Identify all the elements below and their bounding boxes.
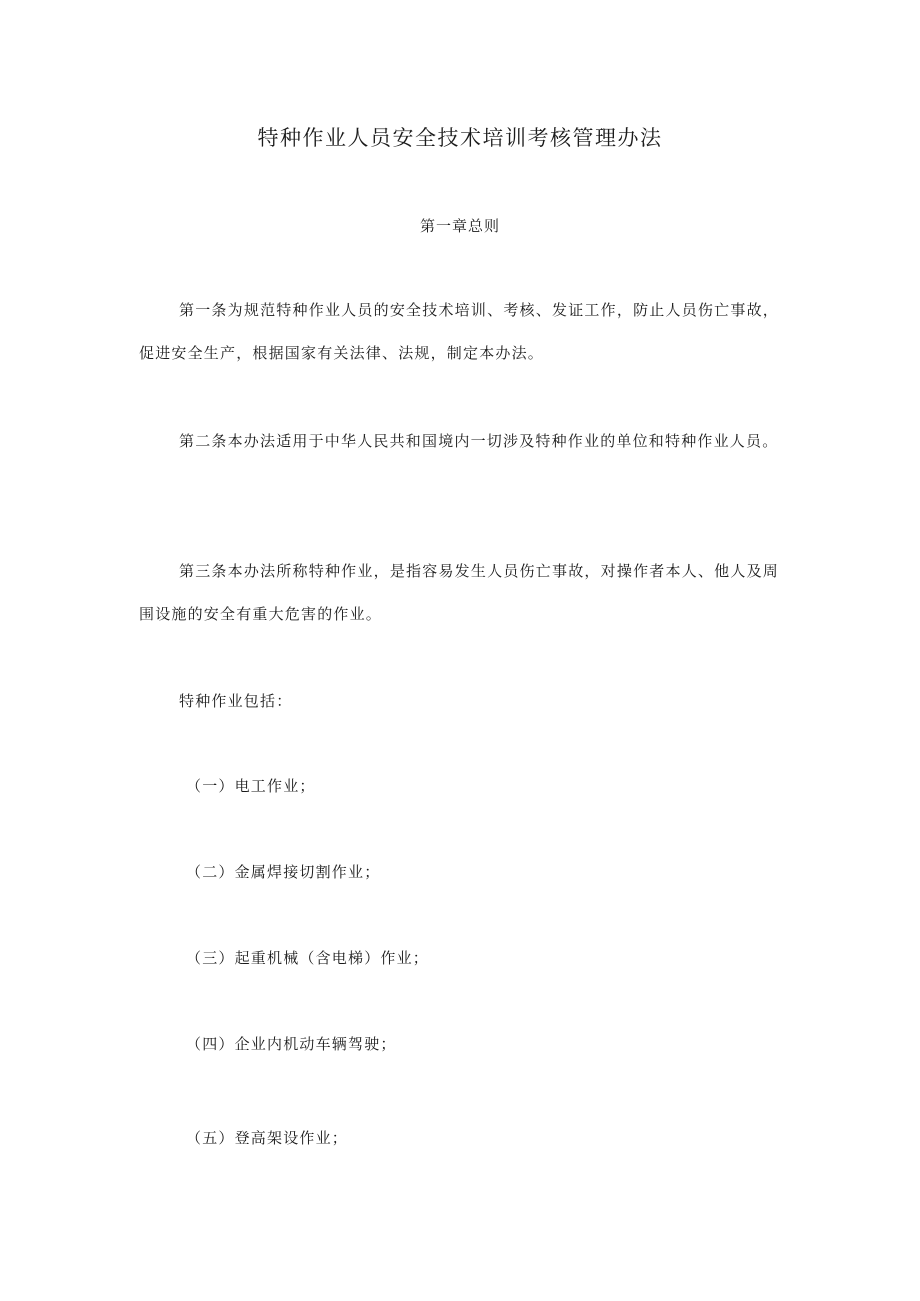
article-3-paragraph: 第三条本办法所称特种作业，是指容易发生人员伤亡事故，对操作者本人、他人及周围设施的安全有重大危害的作业。 <box>139 562 779 623</box>
list-item-lifting: （三）起重机械（含电梯）作业； <box>186 949 430 967</box>
chapter-heading: 第一章总则 <box>419 217 500 235</box>
list-item-vehicle-driving: （四）企业内机动车辆驾驶； <box>186 1035 397 1053</box>
list-item-electrical: （一）电工作业； <box>186 777 316 795</box>
article-2-paragraph: 第二条本办法适用于中华人民共和国境内一切涉及特种作业的单位和特种作业人员。 <box>179 432 779 450</box>
list-item-welding: （二）金属焊接切割作业； <box>186 863 381 881</box>
special-operations-intro: 特种作业包括： <box>179 692 293 710</box>
document-title: 特种作业人员安全技术培训考核管理办法 <box>257 126 663 150</box>
article-1-paragraph: 第一条为规范特种作业人员的安全技术培训、考核、发证工作，防止人员伤亡事故，促进安全生产，根据国家有关法律、法规，制定本办法。 <box>139 301 779 362</box>
list-item-high-altitude: （五）登高架设作业； <box>186 1129 349 1147</box>
